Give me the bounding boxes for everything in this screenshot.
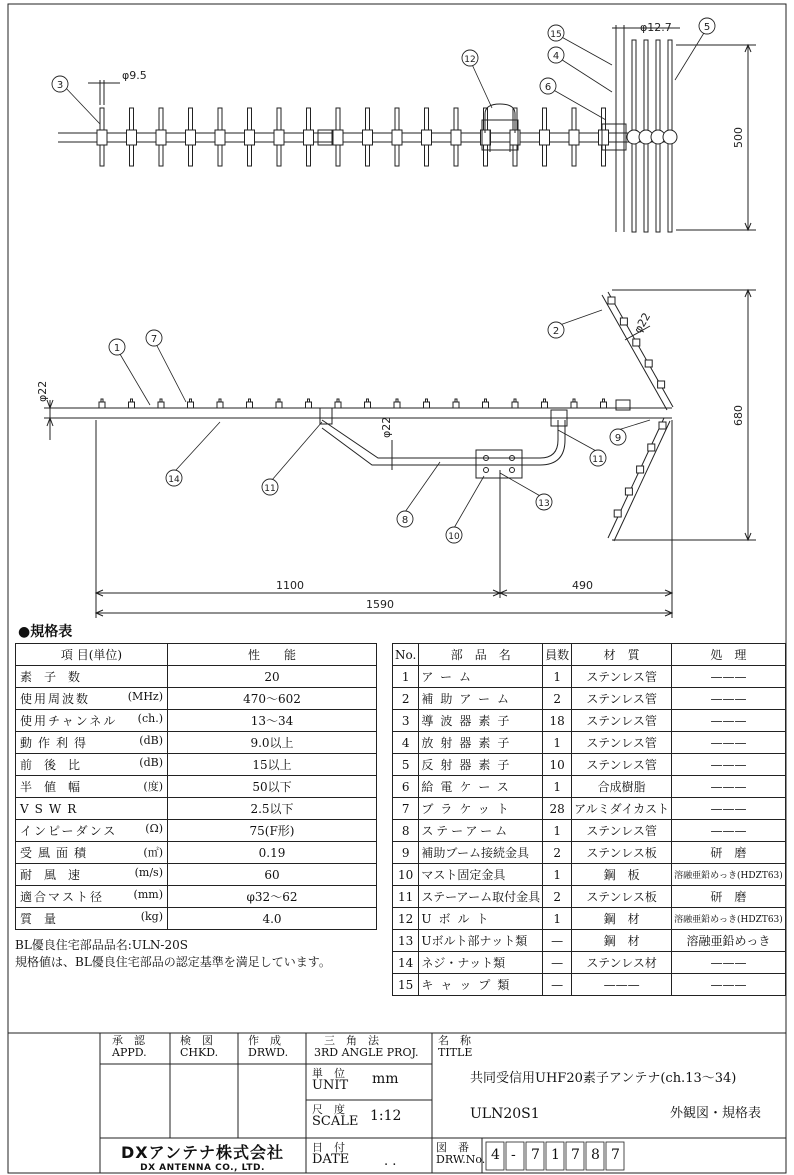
spec-row [16,886,377,908]
part-material: ——— [572,974,672,996]
callout-12 [462,50,478,66]
callout-6 [540,78,556,94]
part-no: 12 [393,908,419,930]
bracket [599,130,609,145]
part-process: 溶融亜鉛めっき(HDZT63) [672,908,786,930]
spec-header-item: 項 目(単位) [16,644,168,666]
spec-item-name: 動作利得 [20,736,93,750]
svg-text:13: 13 [538,499,550,509]
reflector-bracket [659,422,666,429]
spec-item [16,886,168,908]
date-value: . . [384,1154,397,1169]
scale-value: 1:12 [370,1108,402,1124]
callout-1 [109,339,125,355]
dim-phi-9-5: φ9.5 [122,69,147,82]
date-cell [312,1142,349,1166]
spec-value: 50以下 [168,776,377,798]
part-no: 3 [393,710,419,732]
bracket-side [512,399,518,408]
callout-14 [166,470,182,486]
bracket-side [483,399,489,408]
drw-en: DRW.No. [436,1153,486,1166]
part-process: 研 磨 [672,842,786,864]
spec-item [16,666,168,688]
callout-7 [146,330,162,346]
bracket [127,130,137,145]
bracket-side [601,399,607,408]
drw-digit: - [511,1147,516,1163]
spec-value: φ32〜62 [168,886,377,908]
bracket-side [306,399,312,408]
spec-item-unit: (ch.) [137,712,163,725]
parts-row [393,930,786,952]
svg-text:15: 15 [550,30,562,40]
part-name: ステーアーム取付金具 [419,886,543,908]
part-material: 鋼 板 [572,864,672,886]
parts-row [393,798,786,820]
part-no: 15 [393,974,419,996]
dim-1590: 1590 [366,598,394,611]
parts-row [393,842,786,864]
parts-header-no: No. [393,644,419,666]
part-material: アルミダイカスト [572,798,672,820]
spec-header-perf: 性 能 [168,644,377,666]
part-name: マスト固定金具 [419,864,543,886]
part-no: 2 [393,688,419,710]
scale-jp: 尺 度 [312,1103,345,1116]
part-process: ——— [672,754,786,776]
part-material: ステンレス材 [572,952,672,974]
spec-item-name: 受風面積 [20,846,93,860]
bracket-side [394,399,400,408]
part-process: 溶融亜鉛めっき [672,930,786,952]
spec-value: 15以上 [168,754,377,776]
spec-item-unit: (dB) [139,756,163,769]
part-material: ステンレス板 [572,842,672,864]
part-material: ステンレス板 [572,886,672,908]
spec-notes [15,937,331,971]
part-material: 合成樹脂 [572,776,672,798]
bracket-side [424,399,430,408]
part-process: ——— [672,710,786,732]
part-no: 8 [393,820,419,842]
part-process: ——— [672,798,786,820]
reflector-bracket [620,318,627,325]
part-qty: — [543,952,572,974]
bracket [274,130,284,145]
spec-item-unit: (mm) [133,888,163,901]
spec-value: 9.0以上 [168,732,377,754]
part-name: 補助ブーム接続金具 [419,842,543,864]
spec-value: 13〜34 [168,710,377,732]
part-qty: — [543,974,572,996]
spec-title: ●規格表 [18,624,73,640]
part-qty: 2 [543,842,572,864]
spec-row [16,732,377,754]
unit-jp: 単 位 [312,1067,345,1080]
part-process: ——— [672,952,786,974]
part-process: ——— [672,666,786,688]
part-process: 溶融亜鉛めっき(HDZT63) [672,864,786,886]
part-material: 鋼 材 [572,930,672,952]
bracket [540,130,550,145]
appd-cell [112,1035,147,1059]
spec-item-unit: (MHz) [127,690,163,703]
svg-text:9: 9 [614,433,622,444]
part-qty: 1 [543,776,572,798]
spec-item-name: 素子数 [20,670,93,684]
bracket [569,130,579,145]
unit-cell [312,1068,348,1092]
svg-text:5: 5 [703,22,711,33]
part-name: アーム [419,666,543,688]
drw-digit: 1 [551,1147,560,1163]
svg-text:4: 4 [552,51,560,62]
reflector-bracket [645,360,652,367]
part-qty: 2 [543,886,572,908]
svg-text:6: 6 [544,82,552,93]
reflector-bracket [614,510,621,517]
bracket [245,130,255,145]
part-name: Uボルト [419,908,543,930]
dim-phi-22-boom: φ22 [36,380,49,402]
part-qty: 1 [543,864,572,886]
spec-row [16,864,377,886]
part-material: ステンレス管 [572,754,672,776]
spec-value: 20 [168,666,377,688]
spec-row [16,908,377,930]
bracket-side [276,399,282,408]
spec-item [16,688,168,710]
bracket-side [542,399,548,408]
bracket [422,130,432,145]
parts-row [393,710,786,732]
part-qty: 2 [543,688,572,710]
spec-row [16,754,377,776]
parts-row [393,776,786,798]
bracket-side [453,399,459,408]
spec-item-unit: (㎡) [143,846,163,859]
svg-text:12: 12 [464,55,476,65]
company-name-en: DX ANTENNA CO., LTD. [140,1163,265,1173]
spec-item-unit: (dB) [139,734,163,747]
part-name: ブラケット [419,798,543,820]
part-no: 14 [393,952,419,974]
spec-value: 470〜602 [168,688,377,710]
parts-table [392,643,786,996]
model-number: ULN20S1 [470,1106,540,1122]
spec-item [16,908,168,930]
part-qty: 1 [543,908,572,930]
bracket [156,130,166,145]
part-qty: 18 [543,710,572,732]
parts-header-qty: 員数 [543,644,572,666]
part-name: 補助アーム [419,688,543,710]
spec-item-name: VSWR [20,801,83,816]
part-name: 放射器素子 [419,732,543,754]
unit-value: mm [372,1071,399,1087]
proj-en: 3RD ANGLE PROJ. [314,1046,419,1059]
drw-digit: 7 [571,1147,580,1163]
parts-row [393,908,786,930]
drw-cell [436,1142,485,1166]
svg-text:10: 10 [448,532,460,542]
callout-10 [446,527,462,543]
bracket [663,130,677,144]
spec-item-unit: (m/s) [134,866,163,879]
parts-header-process: 処 理 [672,644,786,666]
reflector-bracket [637,466,644,473]
note-bl-standard: 規格値は、BL優良住宅部品の認定基準を満足しています。 [15,955,331,969]
appd-en: APPD. [112,1046,147,1059]
spec-value: 60 [168,864,377,886]
part-process: ——— [672,974,786,996]
svg-text:2: 2 [552,326,560,337]
bracket-side [158,399,164,408]
part-no: 9 [393,842,419,864]
part-no: 11 [393,886,419,908]
callout-5 [699,18,715,34]
parts-row [393,732,786,754]
part-material: ステンレス管 [572,732,672,754]
spec-item-unit: (Ω) [145,822,163,835]
part-name: ステーアーム [419,820,543,842]
drwd-jp: 作 成 [248,1034,281,1047]
dim-1100: 1100 [276,579,304,592]
note-bl-name: BL優良住宅部品品名:ULN-20S [15,938,188,952]
chkd-jp: 検 図 [180,1034,213,1047]
spec-item-unit: (度) [143,780,163,793]
reflector-bracket [633,339,640,346]
part-material: ステンレス管 [572,688,672,710]
spec-item-name: 使用チャンネル [20,714,118,728]
bracket-side [365,399,371,408]
callout-11b [590,450,606,466]
svg-text:14: 14 [168,475,180,485]
proj-cell [314,1035,419,1059]
part-no: 1 [393,666,419,688]
svg-text:1: 1 [113,343,121,354]
company-logo [100,1140,305,1173]
spec-item-name: 耐風速 [20,868,93,882]
part-process: ——— [672,732,786,754]
spec-row [16,820,377,842]
spec-item-name: 前後比 [20,758,93,772]
svg-text:8: 8 [401,515,409,526]
appd-jp: 承 認 [112,1034,145,1047]
svg-text:7: 7 [150,334,158,345]
top-view [58,25,756,232]
bracket [363,130,373,145]
parts-row [393,952,786,974]
parts-row [393,820,786,842]
bracket-side [571,399,577,408]
drwd-cell [248,1035,288,1059]
spec-row [16,666,377,688]
parts-row [393,688,786,710]
dim-680: 680 [732,405,745,426]
svg-text:3: 3 [56,80,64,91]
chkd-en: CHKD. [180,1046,219,1059]
bracket [392,130,402,145]
part-material: ステンレス管 [572,820,672,842]
spec-item [16,864,168,886]
part-process: ——— [672,776,786,798]
part-material: ステンレス管 [572,666,672,688]
parts-row [393,886,786,908]
spec-item [16,754,168,776]
spec-value: 2.5以下 [168,798,377,820]
svg-text:11: 11 [592,455,604,465]
spec-item [16,732,168,754]
bracket [97,130,107,145]
spec-item-unit: (kg) [140,910,163,923]
spec-item [16,798,168,820]
part-material: 鋼 材 [572,908,672,930]
bracket-side [335,399,341,408]
dim-phi-22-stay: φ22 [380,416,393,438]
part-qty: 1 [543,732,572,754]
scale-en: SCALE [312,1114,359,1129]
parts-header-material: 材 質 [572,644,672,666]
bracket-side [99,399,105,408]
reflector-bracket [625,488,632,495]
part-qty: — [543,930,572,952]
callout-13 [536,494,552,510]
part-no: 5 [393,754,419,776]
spec-item-name: 使用周波数 [20,692,91,706]
spec-table [15,643,377,930]
spec-item-name: 半値幅 [20,780,93,794]
bracket-side [129,399,135,408]
part-qty: 1 [543,820,572,842]
title-en: TITLE [438,1046,473,1059]
chkd-cell [180,1035,218,1059]
reflector-bracket [608,297,615,304]
drw-digit: 8 [591,1147,600,1163]
part-no: 4 [393,732,419,754]
spec-row [16,842,377,864]
date-jp: 日 付 [312,1141,345,1154]
part-process: ——— [672,820,786,842]
spec-value: 0.19 [168,842,377,864]
svg-text:11: 11 [264,484,276,494]
spec-item [16,776,168,798]
spec-item [16,820,168,842]
part-name: 給電ケース [419,776,543,798]
dim-490: 490 [572,579,593,592]
bracket [451,130,461,145]
spec-item-name: インピーダンス [20,824,118,838]
spec-item [16,842,168,864]
part-qty: 1 [543,666,572,688]
callout-4 [548,47,564,63]
product-title: 共同受信用UHF20素子アンテナ(ch.13〜34) [470,1071,737,1086]
parts-row [393,864,786,886]
dim-phi-22-reflector: φ22 [631,310,654,336]
drwd-en: DRWD. [248,1046,289,1059]
dim-phi-12-7: φ12.7 [640,21,672,34]
drw-digit: 7 [531,1147,540,1163]
spec-item-name: 質量 [20,912,69,926]
drw-digit: 4 [491,1147,500,1163]
drw-digit: 7 [611,1147,620,1163]
callout-2 [548,322,564,338]
bracket-side [247,399,253,408]
bracket [186,130,196,145]
bracket-side [217,399,223,408]
part-no: 7 [393,798,419,820]
spec-row [16,688,377,710]
callout-3 [52,76,68,92]
spec-value: 75(F形) [168,820,377,842]
callout-8 [397,511,413,527]
part-qty: 10 [543,754,572,776]
unit-en: UNIT [312,1078,349,1093]
spec-item [16,710,168,732]
parts-header-name: 部 品 名 [419,644,543,666]
part-material: ステンレス管 [572,710,672,732]
bracket-side [188,399,194,408]
spec-row [16,798,377,820]
bracket [304,130,314,145]
date-en: DATE [312,1152,350,1167]
callout-11a [262,479,278,495]
reflector-bracket [658,381,665,388]
part-process: 研 磨 [672,886,786,908]
part-no: 10 [393,864,419,886]
reflector-bracket [648,444,655,451]
part-name: ネジ・ナット類 [419,952,543,974]
part-no: 13 [393,930,419,952]
part-name: 反射器素子 [419,754,543,776]
scale-cell [312,1104,358,1128]
bracket [333,130,343,145]
document-type: 外観図・規格表 [670,1106,762,1121]
title-jp: 名 称 [438,1034,471,1047]
parts-row [393,754,786,776]
spec-row [16,710,377,732]
part-no: 6 [393,776,419,798]
bracket [215,130,225,145]
proj-jp: 三 角 法 [324,1034,379,1047]
parts-row [393,974,786,996]
dim-500: 500 [732,127,745,148]
title-cell [438,1035,472,1059]
company-name-jp: DXアンテナ株式会社 [121,1143,284,1162]
spec-value: 4.0 [168,908,377,930]
spec-item-name: 適合マスト径 [20,890,105,904]
part-name: Uボルト部ナット類 [419,930,543,952]
callout-9 [610,429,626,445]
part-qty: 28 [543,798,572,820]
part-name: 導波器素子 [419,710,543,732]
drw-jp: 図 番 [436,1141,469,1154]
parts-row [393,666,786,688]
callout-15 [548,25,564,41]
spec-row [16,776,377,798]
part-process: ——— [672,688,786,710]
part-name: キャップ類 [419,974,543,996]
